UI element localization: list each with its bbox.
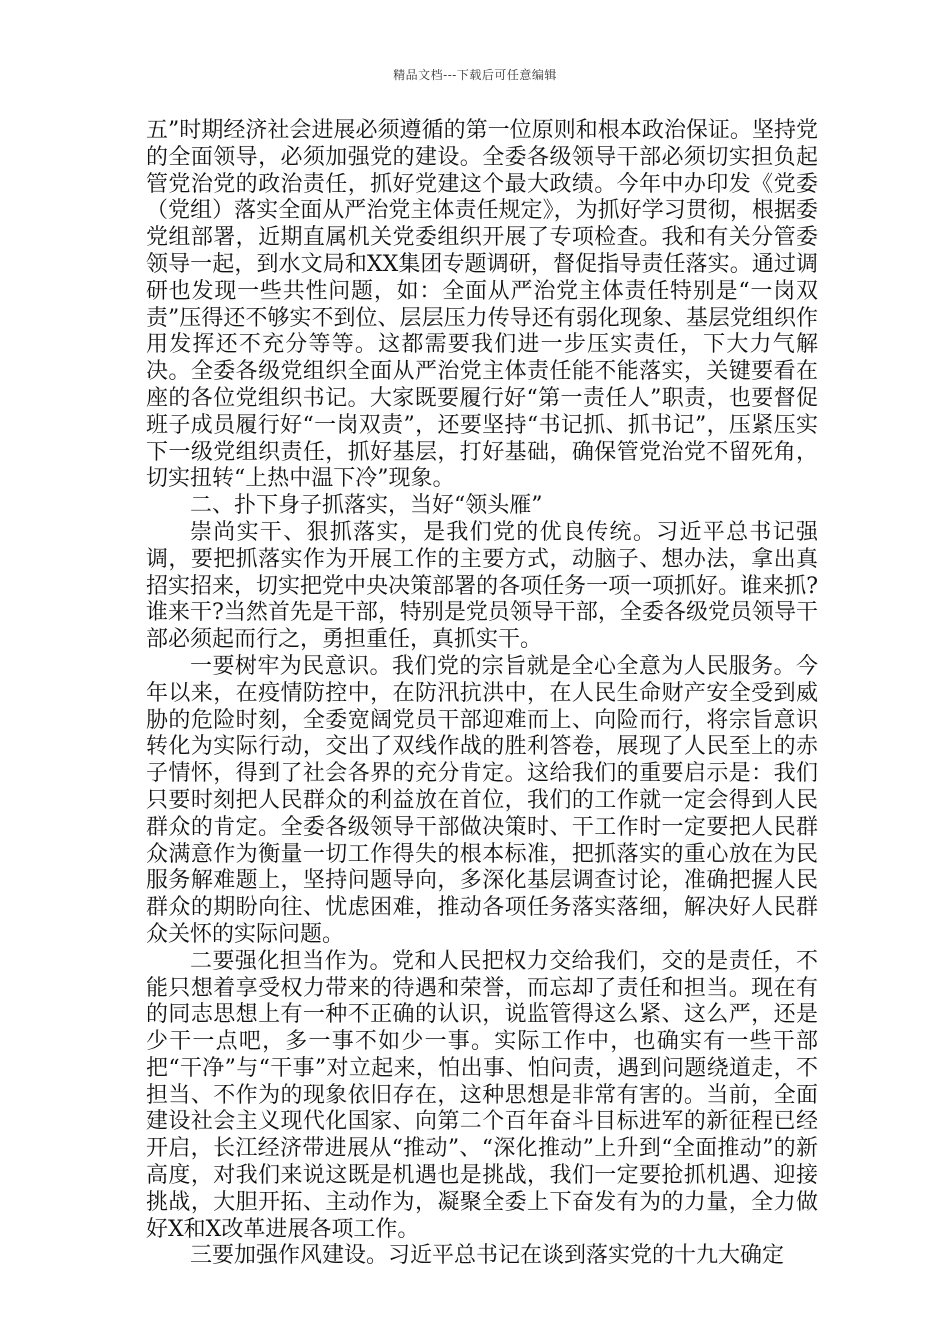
paragraph-implementation: 崇尚实干、狠抓落实，是我们党的优良传统。习近平总书记强调，要把抓落实作为开展工作的主要方式，动脑子、想办法，拿出真招实招来，切实把党中央决策部署的各项任务一项一项抓好。谁来抓?谁来干?当然首先是干部，特别是党员领导干部，全委各级党员领导干部必须起而行之，勇担重任，真抓实干。 [146, 519, 818, 653]
section-heading-2: 二、扑下身子抓落实，当好“领头雁” [190, 493, 543, 519]
document-body [146, 118, 818, 1270]
paragraph-work-style: 三要加强作风建设。习近平总书记在谈到落实党的十九大确定 [190, 1243, 785, 1269]
paragraph-people-awareness: 一要树牢为民意识。我们党的宗旨就是全心全意为人民服务。今年以来，在疫情防控中，在防汛抗洪中，在人民生命财产安全受到威胁的危险时刻，全委宽阔党员干部迎难而上、向险而行，将宗旨意识转化为实际行动，交出了双线作战的胜利答卷，展现了人民至上的赤子情怀，得到了社会各界的充分肯定。这给我们的重要启示是：我们只要时刻把人民群众的利益放在首位，我们的工作就一定会得到人民群众的肯定。全委各级领导干部做决策时、干工作时一定要把人民群众满意作为衡量一切工作得失的根本标准，把抓落实的重心放在为民服务解难题上，坚持问题导向，多深化基层调查讨论，准确把握人民群众的期盼向往、忧虑困难，推动各项任务落实落细，解决好人民群众关怀的实际问题。 [146, 653, 818, 947]
page-header: 精品文档---下载后可任意编辑 [393, 68, 557, 82]
paragraph-responsibility: 二要强化担当作为。党和人民把权力交给我们，交的是责任，不能只想着享受权力带来的待遇和荣誉，而忘却了责任和担当。现在有的同志思想上有一种不正确的认识，说监管得这么紧、这么严，还是少干一点吧，多一事不如少一事。实际工作中，也确实有一些干部把“干净”与“干事”对立起来，怕出事、怕问责，遇到问题绕道走，不担当、不作为的现象依旧存在，这种思想是非常有害的。当前，全面建设社会主义现代化国家、向第二个百年奋斗目标进军的新征程已经开启，长江经济带进展从“推动”、“深化推动”上升到“全面推动”的新高度，对我们来说这既是机遇也是挑战，我们一定要抢抓机遇、迎接挑战，大胆开拓、主动作为，凝聚全委上下奋发有为的力量，全力做好X和X改革进展各项工作。 [146, 948, 818, 1242]
paragraph-party-leadership: 五”时期经济社会进展必须遵循的第一位原则和根本政治保证。坚持党的全面领导，必须加强党的建设。全委各级领导干部必须切实担负起管党治党的政治责任，抓好党建这个最大政绩。今年中办印发《党委（党组）落实全面从严治党主体责任规定》，为抓好学习贯彻，根据委党组部署，近期直属机关党委组织开展了专项检查。我和有关分管委领导一起，到水文局和XX集团专题调研，督促指导责任落实。通过调研也发现一些共性问题，如：全面从严治党主体责任特别是“一岗双责”压得还不够实不到位、层层压力传导还有弱化现象、基层党组织作用发挥还不充分等等。这都需要我们进一步压实责任，下大力气解决。全委各级党组织全面从严治党主体责任能不能落实，关键要看在座的各位党组织书记。大家既要履行好“第一责任人”职责，也要督促班子成员履行好“一岗双责”，还要坚持“书记抓、抓书记”，压紧压实下一级党组织责任，抓好基层，打好基础，确保管党治党不留死角，切实扭转“上热中温下冷”现象。 [146, 118, 818, 492]
